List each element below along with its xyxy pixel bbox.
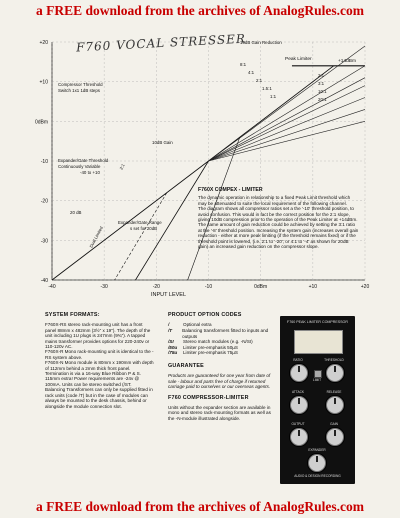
gate-gain-label: 10dB Gain [152, 140, 173, 145]
panel-label: RELEASE [326, 390, 342, 394]
panel-label: THRESHOLD [324, 358, 344, 362]
release-knob[interactable] [326, 396, 344, 414]
expander-threshold-label-2: Continuously Variable [58, 164, 101, 169]
guarantee-title: GUARANTEE [168, 362, 204, 369]
x-tick-label: 0dBm [254, 284, 268, 290]
x-tick-label: -20 [152, 284, 160, 290]
panel-label: LIMIT [312, 378, 322, 382]
threshold-knob[interactable] [326, 364, 344, 382]
expander-slope-label: 2:1 [118, 162, 126, 171]
panel-label: RATIO [293, 358, 303, 362]
y-tick-label: 0dBm [34, 119, 48, 126]
expander-ratio-label-2: s set for 20dB [130, 226, 158, 231]
x-tick-label: -10 [204, 284, 213, 290]
panel-label: OUTPUT [291, 422, 305, 426]
gain-reduction-label: 10dB Gain Reduction [240, 40, 282, 45]
panel-label: ATTACK [291, 390, 305, 394]
bottom-banner[interactable]: a FREE download from the archives of AnalogRules.com [35, 499, 364, 514]
ratio-line [209, 109, 366, 161]
x-tick-label: +20 [360, 284, 370, 290]
y-tick-label: +20 [39, 40, 48, 46]
peak-limiter-label: Peak Limiter [285, 57, 312, 62]
ratio-label: 1.5:1 [262, 86, 272, 91]
option-row: / Optional extra [168, 322, 212, 328]
ratio-label: 10:1 [318, 89, 327, 94]
module-front-panel [280, 316, 355, 484]
x-tick-label: +10 [308, 284, 318, 290]
chart-ticks [35, 40, 370, 298]
panel-title: F760 PEAK LIMITER COMPRESSOR [287, 320, 348, 324]
x-tick-label: -40 [48, 284, 56, 290]
ratio-line [209, 121, 366, 161]
system-format-1: F760X-RS stereo rack-mounting unit has a front panel 88mm x 482mm (3½" x 19"). The depth of the unit including 1U plugs is 247mm (9¾"). A tapped mains transformer provides options for 220-240v or 110-120v AC. [45, 322, 151, 350]
ratio-label: 8:1 [240, 62, 247, 67]
y-tick-label: -20 [40, 198, 48, 205]
system-formats [45, 313, 155, 409]
description-paragraph-2: The diagram shows all compressor ratios set a the '-10' threshold position, to avoid confusion. This would in fact be the correct position for the 2:1 slope, giving 10dB compression prior to the operation of the Peak Limiter at +14dBm. The same amount of gain reduction could be achieved by setting the 3:1 ratio at the '-8' threshold position. Increasing the system gain (increases overall gain reduction - either at more peak limiting (if the threshold remains fixed) or if the threshold point is lowered, (i.e. 2:1 to '-20'; or 4:1 to '-4' as shown for 20dB gain) an increased gain reduction on the compressor slope. [198, 206, 359, 250]
limit-level-label: +14dBm [338, 59, 357, 64]
option-row: /75u Limiter pre-emphasis 75µS [168, 350, 238, 356]
compressor-threshold-label-2: Switch 1x1 1dB steps [58, 88, 100, 93]
compex-description [198, 188, 360, 249]
panel-label: EXPANDER [308, 448, 326, 452]
ratio-line [209, 98, 366, 161]
option-row: /SI Stereo match modules (e.g. -N/SI) [168, 339, 253, 345]
expander-ratio-label: Expander/Gate Range [118, 220, 162, 225]
system-format-2: F760X-R Mono rack-mounting unit is identical to the -RS system above. [45, 349, 154, 360]
gate-db-label: 20 dB [70, 210, 82, 215]
ratio-label: 3:1 [318, 81, 325, 86]
ratio-label: 2:1 [256, 78, 263, 83]
option-row: /T Balancing transformers fitted to inputs and outputs [168, 328, 269, 339]
expander-knob[interactable] [308, 454, 326, 472]
panel-footer: AUDIO & DESIGN RECORDING [294, 474, 341, 478]
ratio-line [209, 86, 366, 161]
gain-knob[interactable] [326, 428, 344, 446]
system-formats-title: SYSTEM FORMATS: [45, 312, 100, 318]
limit-switch[interactable] [314, 370, 322, 378]
x-axis-label: INPUT LEVEL [150, 292, 187, 298]
y-tick-label: +10 [39, 79, 48, 86]
y-tick-label: -10 [40, 159, 48, 165]
top-banner[interactable]: a FREE download from the archives of AnalogRules.com [35, 3, 364, 18]
output-knob[interactable] [290, 428, 308, 446]
ratio-label: 2:1 [318, 73, 325, 78]
description-paragraph-1: The dynamic operation in relationship to a fixed Peak Limit threshold which may be attenuated to suite the local requirement of the following channel. [198, 195, 351, 206]
ratio-line [209, 78, 366, 161]
f760-title: F760 COMPRESSOR-LIMITER [168, 394, 249, 401]
product-options-title: PRODUCT OPTION CODES [168, 312, 242, 318]
f760-text: Units without the expander section are available in mono and stereo rack-mounting formats as well as the -N-module illustrated alongside. [168, 405, 271, 421]
compressor-threshold-label: Compressor Threshold [58, 82, 103, 87]
handwritten-title: F760 VOCAL STRESSER [75, 31, 247, 55]
attack-knob[interactable] [290, 396, 308, 414]
panel-label: GAIN [330, 422, 338, 426]
ratio-label: 4:1 [248, 70, 255, 75]
guarantee-text: Products are guaranteed for one year from date of sale - labour and parts free of charge if returned carriage paid to ourselves or our overseas agents. [168, 373, 271, 390]
option-row: /50u Limiter pre-emphasis 50µS [168, 344, 238, 350]
ratio-line [209, 66, 366, 161]
slope-label: Dual Limited [88, 225, 104, 249]
description-title: F760X COMPEX - LIMITER [198, 187, 263, 193]
y-tick-label: -40 [40, 278, 48, 284]
product-options [168, 313, 276, 421]
gate-line [115, 193, 167, 280]
expander-threshold-label: Expander/Gate Threshold [58, 158, 109, 163]
gain-reduction-meter [294, 330, 343, 354]
expander-range-label: -40 to +10 [80, 170, 100, 175]
system-format-4: Balancing Transformers can only be supplied fitted in rack units (code /T) but in the case of modules can always be mounted to the desk chassis, behind or alongside the module connection slot. [45, 387, 153, 409]
ratio-label: 20:1 [318, 97, 327, 102]
y-tick-label: -30 [40, 238, 48, 245]
x-tick-label: -30 [100, 284, 108, 290]
system-format-3: F760X-N Mono module is 80mm x 190mm with depth of 112mm behind a 2mm thick front panel. Termination is via a 16-way Blue Ribbon P & S. 115mm extra! Power requirements are -24v @ 100mA. Units can be stereo switched (/ST. [45, 360, 154, 387]
ratio-label: 1:1 [270, 94, 277, 99]
